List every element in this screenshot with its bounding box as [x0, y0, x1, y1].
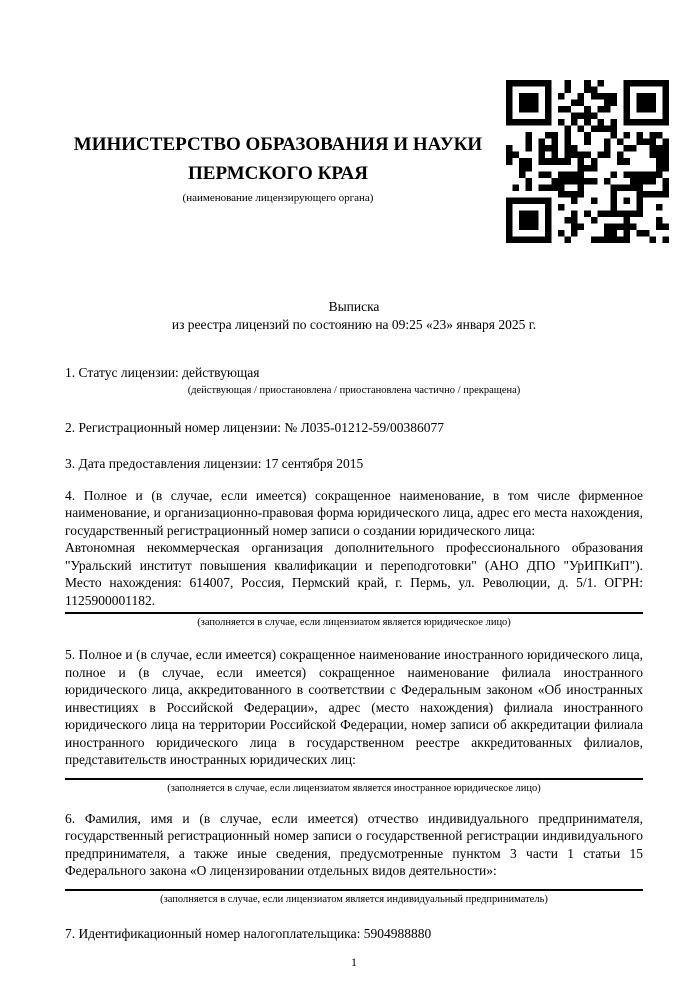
item-registration-number	[65, 419, 643, 437]
field-rule-legal-entity	[65, 612, 643, 614]
document-body	[65, 298, 643, 970]
item-license-status	[65, 364, 643, 382]
registration-number-text: 2. Регистрационный номер лицензии: № Л035-01212-59/00386077	[65, 419, 445, 435]
document-title	[65, 298, 643, 333]
legal-entity-label: 4. Полное и (в случае, если имеется) сокращенное наименование, в том числе фирменное наименование, и организационно-правовая форма юридического лица, адрес его места нахождения, государственный регистрационный номер записи о создании юридического лица:	[65, 487, 643, 538]
license-date-text: 3. Дата предоставления лицензии: 17 сентября 2015	[65, 456, 364, 471]
individual-entrepreneur-label: 6. Фамилия, имя и (в случае, если имеется) отчество индивидуального предпринимателя, государственный регистрационный номер записи о государственной регистрации индивидуального предпринимателя, а также иные сведения, предусмотренные пунктом 3 части 1 статьи 15 Федерального закона «О лицензировании отдельных видов деятельности»:	[65, 810, 643, 878]
field-rule-individual-entrepreneur	[65, 889, 643, 891]
license-status-options-caption: (действующая / приостановлена / приостановлена частично / прекращена)	[187, 384, 521, 396]
item-license-date	[65, 455, 643, 473]
ministry-caption: (наименование лицензирующего органа)	[182, 192, 374, 204]
item-individual-entrepreneur	[65, 810, 643, 880]
document-title-line2: из реестра лицензий по состоянию на 09:25 «23» января 2025 г.	[171, 316, 537, 332]
taxpayer-number-text: 7. Идентификационный номер налогоплательщика: 5904988880	[65, 925, 432, 941]
item-legal-entity	[65, 487, 643, 610]
legal-entity-value: Автономная некоммерческая организация дополнительного профессионального образования "Уральский институт повышения квалификации и переподготовки" (АНО ДПО "УрИПКиП"). Место нахождения: 614007, Россия, Пермский край, г. Пермь, ул. Революции, д. 5/1. ОГРН: 1125900001182.	[65, 540, 643, 608]
page-number: 1	[351, 955, 357, 969]
item-taxpayer-number	[65, 925, 643, 943]
legal-entity-caption: (заполняется в случае, если лицензиатом является юридическое лицо)	[197, 617, 511, 628]
qr-code-icon	[506, 80, 669, 243]
ministry-name-line2: ПЕРМСКОГО КРАЯ	[188, 163, 368, 184]
field-rule-foreign-entity	[65, 778, 643, 780]
foreign-entity-caption: (заполняется в случае, если лицензиатом является иностранное юридическое лицо)	[167, 782, 541, 794]
licensing-authority-header	[68, 130, 488, 205]
foreign-entity-label: 5. Полное и (в случае, если имеется) сокращенное наименование иностранного юридического лица, полное и (в случае, если имеется) сокращенное наименование филиала иностранного юридического лица, аккредитованного в соответствии с Федеральным законом «Об иностранных инвестициях в Российской Федерации», адрес (место нахождения) филиала иностранного юридического лица на территории Российской Федерации, номер записи об аккредитации филиала иностранного юридического лица в государственном реестре аккредитованных филиалов, представительств иностранных юридических лиц:	[65, 647, 643, 767]
document-title-line1: Выписка	[328, 299, 380, 314]
item-foreign-entity	[65, 646, 643, 769]
ministry-name-line1: МИНИСТЕРСТВО ОБРАЗОВАНИЯ И НАУКИ	[73, 134, 483, 155]
individual-entrepreneur-caption: (заполняется в случае, если лицензиатом является индивидуальный предприниматель)	[160, 893, 548, 905]
license-status-text: 1. Статус лицензии: действующая	[65, 365, 260, 380]
